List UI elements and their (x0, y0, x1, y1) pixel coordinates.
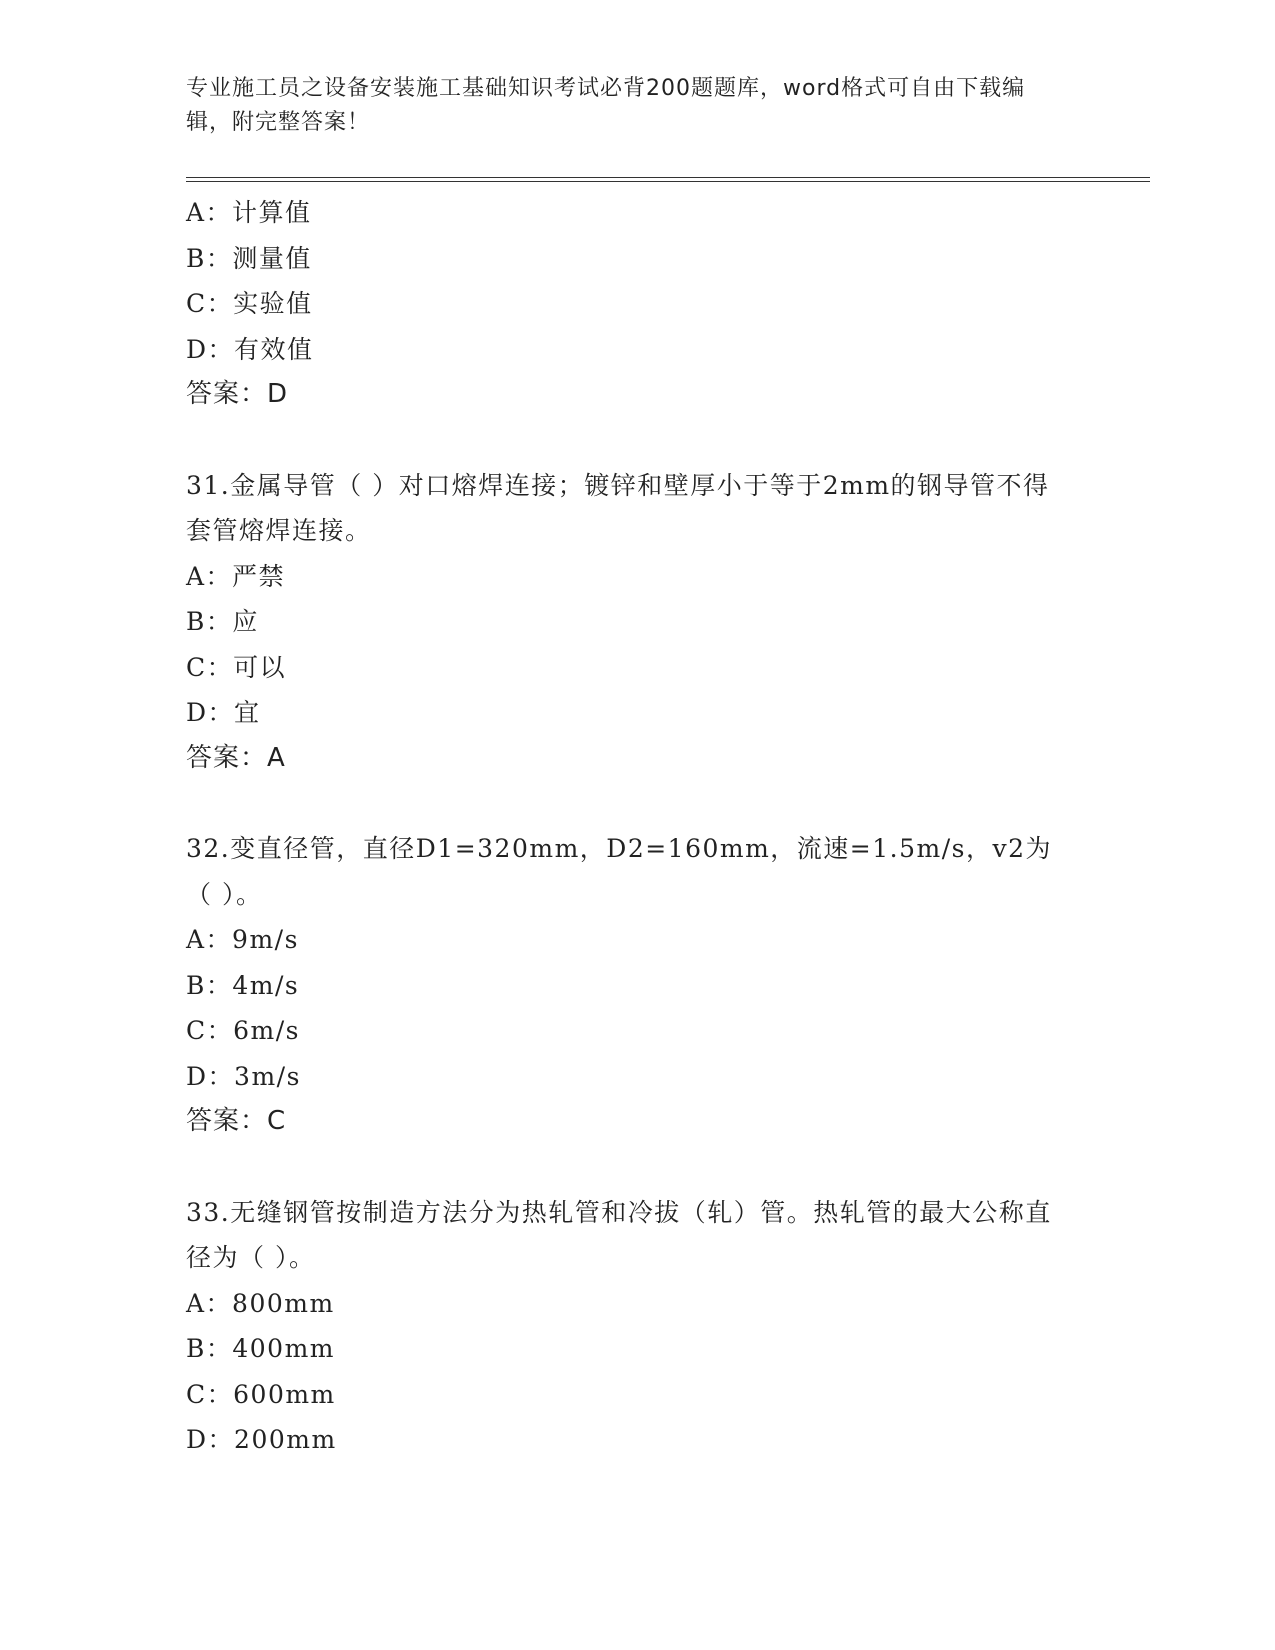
option-a: A：800mm (186, 1288, 335, 1318)
option-d: D：3m/s (186, 1061, 301, 1091)
page-header: 专业施工员之设备安装施工基础知识考试必背200题题库，word格式可自由下载编辑，附完整答案！ (186, 76, 1026, 135)
option-b: B：测量值 (186, 243, 312, 273)
question-list (186, 190, 1086, 1463)
option-a: A：9m/s (186, 925, 299, 954)
option-c: C：600mm (186, 1379, 336, 1409)
option-b: B：4m/s (186, 970, 300, 1000)
option-c: C：6m/s (186, 1016, 300, 1045)
question-33 (186, 1190, 1086, 1463)
option-a: A：严禁 (186, 561, 286, 591)
question-text: 32.变直径管，直径D1=320mm，D2=160mm，流速=1.5m/s，v2为（ ）。 (186, 834, 1053, 909)
option-b: B：400mm (186, 1334, 336, 1363)
option-b: B：应 (186, 607, 259, 636)
answer-line: 答案：A (186, 742, 286, 773)
header-divider-line (186, 177, 1150, 178)
answer-line: 答案：C (186, 1106, 287, 1136)
option-a: A：计算值 (186, 198, 312, 227)
answer-line: 答案：D (186, 379, 289, 409)
option-d: D：有效值 (186, 334, 314, 364)
question-31 (186, 463, 1086, 782)
option-c: C：可以 (186, 652, 287, 682)
question-text: 31.金属导管（ ）对口熔焊连接；镀锌和壁厚小于等于2mm的钢导管不得套管熔焊连接。 (186, 470, 1050, 545)
option-d: D：宜 (186, 698, 261, 727)
question-continued (186, 190, 1086, 418)
question-text: 33.无缝钢管按制造方法分为热轧管和冷拔（轧）管。热轧管的最大公称直径为（ ）。 (186, 1197, 1052, 1272)
option-c: C：实验值 (186, 289, 313, 318)
header-divider-line-secondary (186, 181, 1150, 182)
option-d: D：200mm (186, 1425, 337, 1454)
question-32 (186, 826, 1086, 1145)
